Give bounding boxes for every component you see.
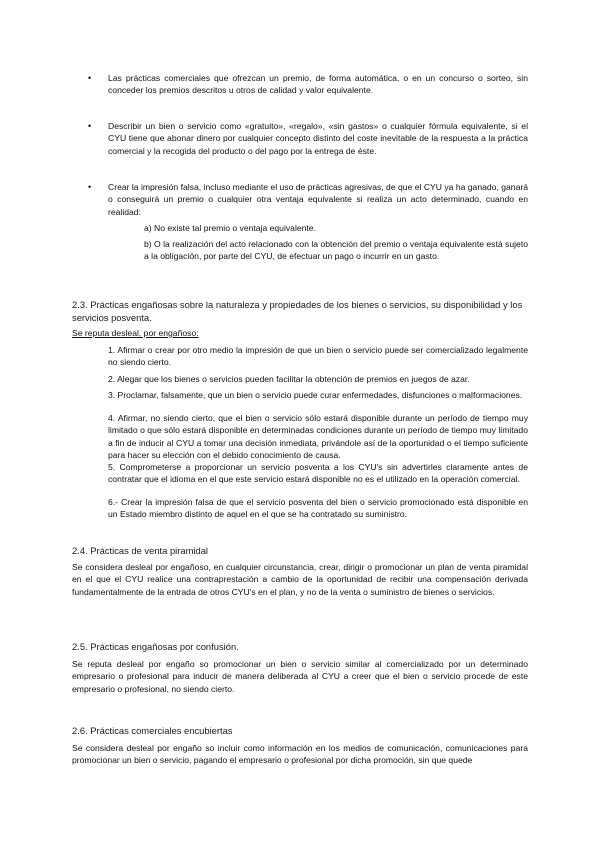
list-item: 3. Proclamar, falsamente, que un bien o servicio puede curar enfermedades, disfunciones o malformaciones. [108,390,523,400]
section-2-6-heading: 2.6. Prácticas comerciales encubiertas [72,725,233,736]
bullet-item: Las prácticas comerciales que ofrezcan un premio, de forma automática, o en un concurso o sorteo, sin conceder los premios descritos u otros de calidad y valor equivalente. [108,73,528,96]
bullet-marker: • [88,73,92,83]
section-2-5-body: Se reputa desleal por engaño so promocionar un bien o servicio similar al comercializado por un determinado empresario o profesional para inducir de manera deliberada al CYU a creer que el bien o servicio procede de este empresario o profesional, no siendo cierto. [72,659,528,694]
section-2-3-lead: Se reputa desleal, por engañoso: [72,328,199,338]
list-item: 2. Alegar que los bienes o servicios pueden facilitar la obtención de premios en juegos de azar. [108,374,470,384]
section-2-4-heading: 2.4. Prácticas de venta piramidal [72,545,209,556]
section-2-5-heading: 2.5. Prácticas engañosas por confusión. [72,641,239,652]
list-item: 6.- Crear la impresión falsa de que el servicio posventa del bien o servicio promocionado está disponible en un Estado miembro distinto de aquel en el que se ha contratado su suministro. [108,497,528,520]
bullet-marker: • [88,182,92,192]
section-2-3-heading: 2.3. Prácticas engañosas sobre la naturaleza y propiedades de los bienes o servicios, su disponibilidad y los servicios posventa. [72,299,523,323]
list-item: 5. Comprometerse a proporcionar un servicio posventa a los CYU's sin advertirles claramente antes de contratar que el idioma en el que este servicio estará disponible no es el utilizado en la operación comercial. [108,462,528,485]
sub-item: b) O la realización del acto relacionado con la obtención del premio o ventaja equivalente está sujeto a la obligación, por parte del CYU, de efectuar un pago o incurrir en un gasto. [144,239,528,262]
list-item: 4. Afirmar, no siendo cierto, que el bien o servicio sólo estará disponible durante un período de tiempo muy limitado o que sólo estará disponible en determinadas condiciones durante un período de tiempo muy limitado a fin de inducir al CYU a tomar una decisión inmediata, privándole así de la oportunidad o el tiempo suficiente para hacer su elección con el debido conocimiento de causa. [108,413,528,460]
section-2-6-body: Se considera desleal por engaño so incluir como información en los medios de comunicación, comunicaciones para promocionar un bien o servicio, pagando el empresario o profesional por dicha promoción, sin que quede [72,743,528,766]
sub-item: a) No existe tal premio o ventaja equivalente. [144,223,316,233]
bullet-marker: • [88,121,92,131]
bullet-item: Describir un bien o servicio como «gratuito», «regalo», «sin gastos» o cualquier fórmula equivalente, si el CYU tiene que abonar dinero por cualquier concepto distinto del coste inevitable de la respuesta a la práctica comercial y la recogida del producto o del pago por la entrega de éste. [108,121,528,156]
bullet-item: Crear la impresión falsa, incluso mediante el uso de prácticas agresivas, de que el CYU ya ha ganado, ganará o conseguirá un premio o cualquier otra ventaja equivalente si realiza un acto determinado, cuando en realidad: [108,182,528,217]
list-item: 1. Afirmar o crear por otro medio la impresión de que un bien o servicio puede ser comercializado legalmente no siendo cierto. [108,345,528,368]
section-2-4-body: Se considera desleal por engañoso, en cualquier circunstancia, crear, dirigir o promocionar un plan de venta piramidal en el que el CYU realice una contraprestación a cambio de la oportunidad de recibir una compensación derivada fundamentalmente de la entrada de otros CYU's en el plan, y no de la venta o suministro de bienes o servicios. [72,562,528,597]
